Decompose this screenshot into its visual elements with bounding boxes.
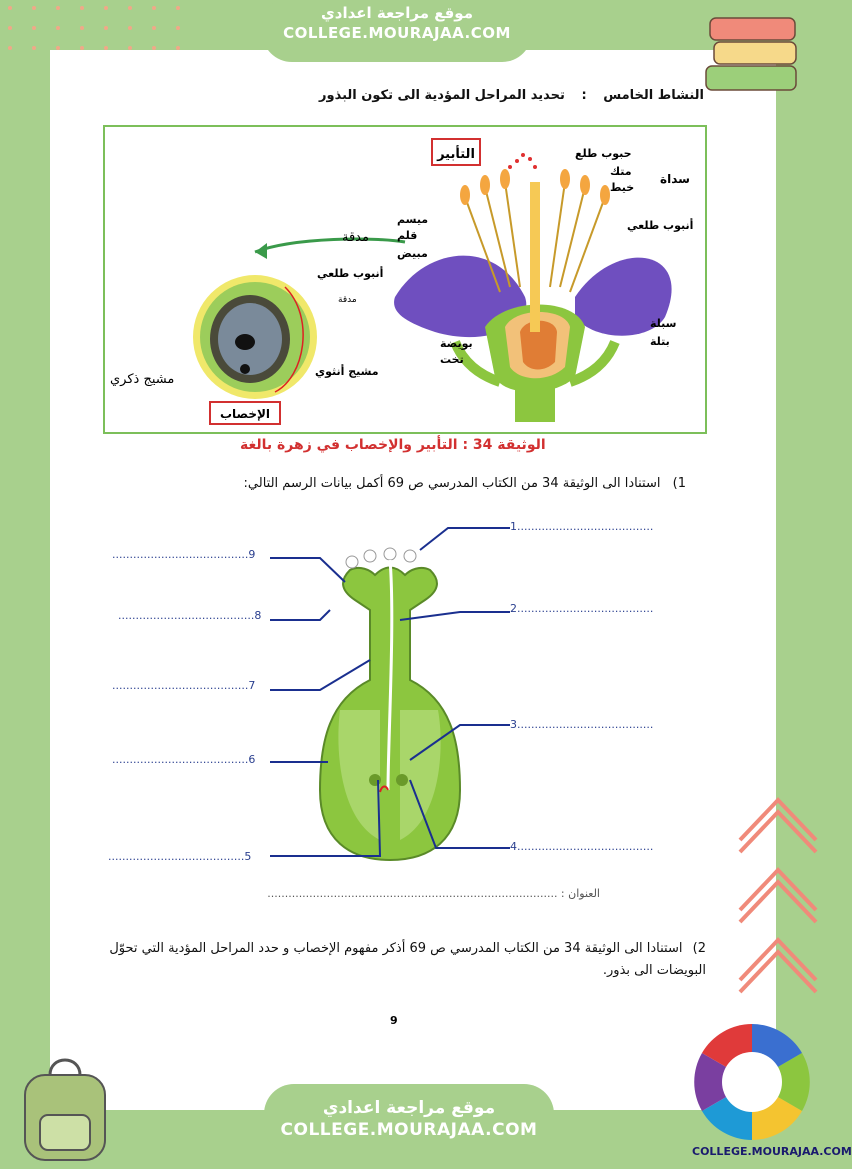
arrow-to-cross-section xyxy=(255,239,405,252)
label-petal: بتلة xyxy=(650,335,670,348)
ovule-cross-section xyxy=(193,275,317,399)
label-pollen-grains: حبوب طلع xyxy=(575,147,632,160)
label-pistil-small: مدقة xyxy=(338,295,357,305)
footer-site-name-ar: موقع مراجعة اعدادي xyxy=(322,1098,496,1118)
label-connector-lines xyxy=(260,520,520,860)
question-1-number: 1) xyxy=(672,476,686,491)
blank-label-7[interactable]: .......................................7 xyxy=(112,679,256,692)
activity-label: النشاط الخامس xyxy=(603,88,704,103)
blank-label-3[interactable]: 3....................................... xyxy=(510,718,654,731)
label-female-gamete: مشيج أنثوي xyxy=(315,365,379,378)
chevron-decoration xyxy=(730,790,826,1050)
label-ovule: بويضة xyxy=(440,337,473,350)
label-fertilization: الإخصاب xyxy=(219,407,271,421)
blank-label-2[interactable]: 2....................................... xyxy=(510,602,654,615)
label-filament: خيط xyxy=(610,181,635,194)
label-anther: متك xyxy=(610,165,632,178)
arrow-head xyxy=(255,243,267,259)
footer-site-url: COLLEGE.MOURAJAA.COM xyxy=(280,1120,538,1140)
page-number: 9 xyxy=(390,1014,398,1027)
label-receptacle: تخت xyxy=(440,353,464,366)
label-stigma: ميسم xyxy=(397,213,429,226)
activity-title xyxy=(319,88,704,103)
label-pistil-handwritten: مدقة xyxy=(342,230,369,245)
blank-label-4[interactable]: 4....................................... xyxy=(510,840,654,853)
blank-label-8[interactable]: .......................................8 xyxy=(118,609,262,622)
site-url: COLLEGE.MOURAJAA.COM xyxy=(283,24,511,42)
footer-banner xyxy=(264,1084,554,1154)
label-pollination: التأبير xyxy=(437,147,475,162)
decorative-dots xyxy=(0,0,210,55)
books-icon xyxy=(700,10,810,100)
diagram-title-line[interactable]: العنوان : ................................................................................... xyxy=(267,887,600,900)
document-34-figure xyxy=(103,125,707,434)
site-logo-icon xyxy=(690,1020,815,1145)
label-style: قلم xyxy=(397,229,418,242)
label-ovary: مبيض xyxy=(397,247,428,260)
question-2-text: استنادا الى الوثيقة 34 من الكتاب المدرسي ص 69 أذكر مفهوم الإخصاب و حدد المراحل المؤدية التي تحوّل البويضات الى بذور. xyxy=(109,941,706,978)
blank-label-9[interactable]: .......................................9 xyxy=(112,548,256,561)
backpack-icon xyxy=(10,1050,120,1165)
blank-label-5[interactable]: .......................................5 xyxy=(108,850,252,863)
question-2-number: 2) xyxy=(692,941,706,956)
question-1-text: استنادا الى الوثيقة 34 من الكتاب المدرسي ص 69 أكمل بيانات الرسم التالي: xyxy=(243,476,661,491)
blank-label-1[interactable]: 1....................................... xyxy=(510,520,654,533)
label-male-gamete: مشيج ذكري xyxy=(110,372,175,387)
question-1 xyxy=(244,476,686,491)
header-banner xyxy=(262,0,532,62)
label-pollen-tube: أنبوب طلعي xyxy=(627,219,694,232)
label-sepal: سبلة xyxy=(650,317,677,330)
blank-label-6[interactable]: .......................................6 xyxy=(112,753,256,766)
label-stamen: سداة xyxy=(660,172,690,186)
site-name-ar: موقع مراجعة اعدادي xyxy=(321,4,473,22)
label-pollen-tube-2: أنبوب طلعي xyxy=(317,267,384,280)
footer-logo-text: COLLEGE.MOURAJAA.COM xyxy=(692,1145,852,1158)
document-caption: الوثيقة 34 : التأبير والإخصاب في زهرة بالغة xyxy=(240,437,546,453)
flower-diagram xyxy=(105,127,705,432)
activity-subtitle: تحديد المراحل المؤدية الى تكون البذور xyxy=(319,88,565,103)
question-2 xyxy=(86,938,706,982)
activity-separator: : xyxy=(581,88,587,103)
